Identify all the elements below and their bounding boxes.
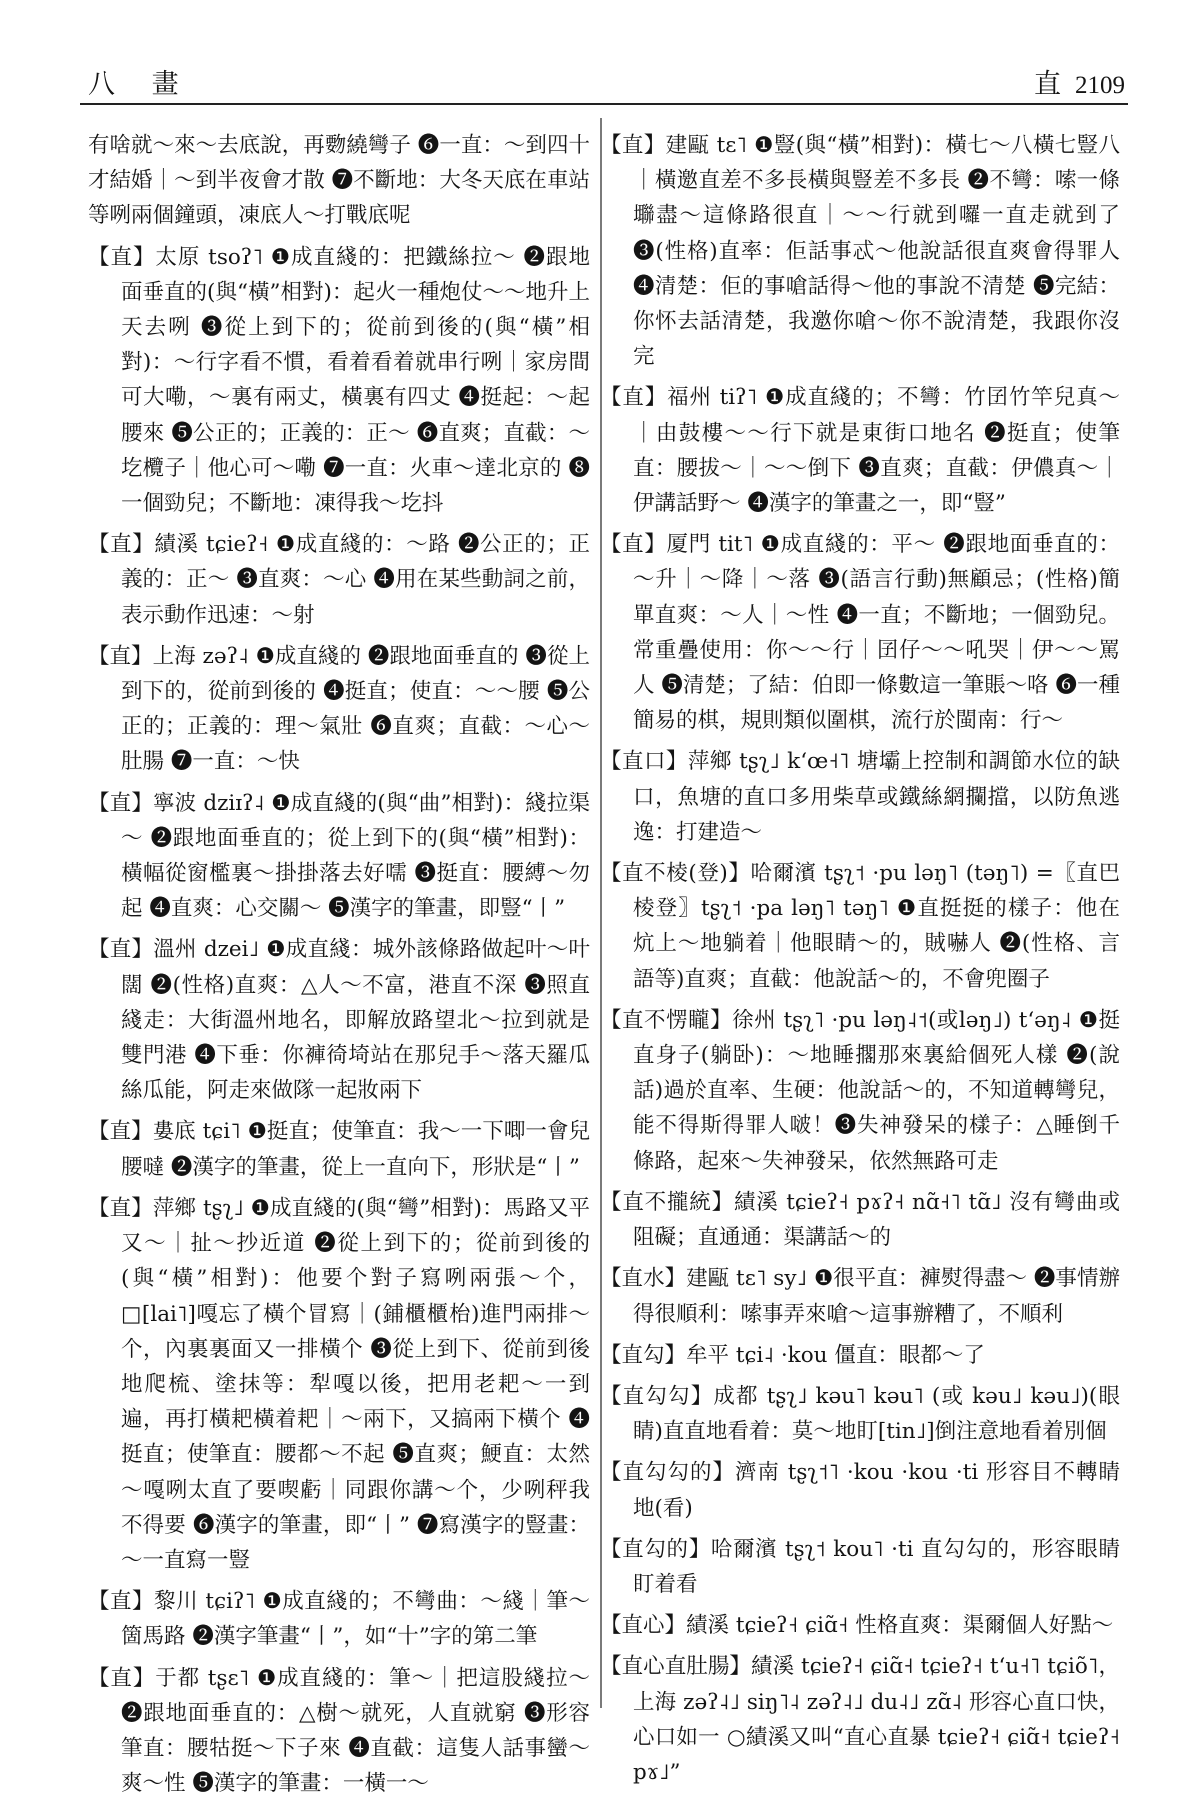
dictionary-entry: 【直】太原 tsoʔ˥ ❶成直綫的：把鐵絲拉～ ❷跟地面垂直的(與“橫”相對)：起火一種炮仗～～地升上天去咧 ❸從上到下的；從前到後的(與“橫”相對)：～行字看不慣，看着看着就串行咧｜家房間可大嘞，～裏有兩丈，橫裏有四丈 ❹挺起：～起腰來 ❺公正的；正義的：正～ ❻直爽；直截：～圪欖子｜他心可～嘞 ❼一直：火車～達北京的 ❽一個勁兒；不斷地：凍得我～圪抖 (88, 244, 590, 517)
dictionary-entry: 【直勾的】哈爾濱 tʂʅ˦ kou˥ ·ti 直勾勾的，形容眼睛盯着看 (600, 1536, 1120, 1597)
head-character: 直 (1034, 69, 1061, 100)
right-column (600, 128, 1120, 1796)
dictionary-entry: 【直口】萍鄉 tʂʅ˩ kʻœ˧˥ 塘壩上控制和調節水位的缺口，魚塘的直口多用柴草或鐵絲網攔擋，以防魚逃逸：打建造～ (600, 749, 1120, 845)
section-title: 八 畫 (88, 69, 193, 100)
dictionary-entry: 【直勾】牟平 tɕi˨ ·kou 僵直：眼都～了 (600, 1342, 985, 1368)
dictionary-entry: 【直】萍鄉 tʂʅ˩ ❶成直綫的(與“彎”相對)：馬路又平又～｜扯～抄近道 ❷從上到下的；從前到後的(與“橫”相對)：他要个對子寫咧兩張～个，□[lai˥]嘎忘了橫个冒寫｜(鋪櫃櫃枱)進門兩排～个，內裏裏面又一排橫个 ❸從上到下、從前到後地爬梳、塗抹等：犁嘎以後，把用老耙～一到遍，再打橫耙橫着耙｜～兩下，又搞兩下橫个 ❹挺直；使筆直：腰都～不起 ❺直爽；鯁直：太然～嘎咧太直了要喫虧｜同跟你講～个，少咧秤我不得要 ❻漢字的筆畫，即“丨” ❼寫漢字的豎畫：～一直寫一豎 (88, 1195, 590, 1573)
dictionary-entry: 【直勾勾】成都 tʂʅ˩ kəu˥ kəu˥ (或 kəu˩ kəu˩)(眼睛)直直地看着：莫～地盯[tin˩]倒注意地看着別個 (600, 1383, 1120, 1445)
dictionary-entry: 【直不愣矓】徐州 tʂʅ˥ ·pu ləŋ˨˦(或ləŋ˩) tʻəŋ˨ ❶挺直身子(躺卧)：～地睡擱那來裏給個死人樣 ❷(說話)過於直率、生硬：他說話～的，不知道轉彎兒，能不得斯得罪人啵！❸失神發呆的樣子：△睡倒千條路，起來～失神發呆，依然無路可走 (600, 1007, 1120, 1174)
dictionary-entry: 【直心】績溪 tɕieʔ˧ ɕiɑ̃˧ 性格直爽：渠爾個人好點～ (600, 1613, 1114, 1639)
dictionary-entry: 【直】厦門 tit˥ ❶成直綫的：平～ ❷跟地面垂直的：～升｜～降｜～落 ❸(語言行動)無顧忌；(性格)簡單直爽：～人｜～性 ❹一直；不斷地；一個勁兒。常重疊使用：你～～行｜囝仔～～吼哭｜伊～～罵人 ❺清楚；了結：伯即一條數這一筆賬～咯 ❻一種簡易的棋，規則類似圍棋，流行於閩南：行～ (600, 532, 1120, 734)
dictionary-entry: 【直】績溪 tɕieʔ˧ ❶成直綫的：～路 ❷公正的；正義的：正～ ❸直爽：～心 ❹用在某些動詞之前，表示動作迅速：～射 (88, 532, 590, 628)
dictionary-entry: 有啥就～來～去底說，再覅繞彎子 ❻一直：～到四十才結婚｜～到半夜會才散 ❼不斷地：大冬天底在車站等咧兩個鐘頭，凍底人～打戰底呢 (88, 133, 590, 229)
dictionary-entry: 【直】建甌 tɛ˥ ❶豎(與“橫”相對)：橫七～八橫七豎八｜橫邀直差不多長橫與豎差不多長 ❷不彎：嗦一條壣盡～這條路很直｜～～行就到囉一直走就到了 ❸(性格)直率：佢話事忒～他說話很直爽會得罪人 ❹清楚：佢的事嗆話得～他的事說不清楚 ❺完結：你怀去話清楚，我邀你嗆～你不說清楚，我跟你沒完 (600, 133, 1120, 370)
dictionary-entry: 【直】婁底 tɕi˥ ❶挺直；使筆直：我～一下唧一會兒腰噠 ❷漢字的筆畫，從上一直向下，形狀是“丨” (88, 1119, 590, 1180)
page-number: 2109 (1075, 72, 1125, 99)
dictionary-entry: 【直不攏統】績溪 tɕieʔ˧ pɤʔ˧ nɑ̃˧˥ tɑ̃˩ 沒有彎曲或阻礙；直通通：渠講話～的 (600, 1189, 1120, 1251)
dictionary-entry: 【直不棱(登)】哈爾濱 tʂʅ˦ ·pu ləŋ˥ (təŋ˥) =〖直巴棱登〗tʂʅ˦ ·pa ləŋ˥ təŋ˥ ❶直挺挺的樣子：他在炕上～地躺着｜他眼睛～的，賊嚇人 ❷(性格、言語等)直爽；直截：他說話～的，不會兜圈子 (600, 861, 1120, 992)
dictionary-entry: 【直水】建甌 tɛ˥ sy˩ ❶很平直：褲熨得盡～ ❷事情辦得很順利：嗦事弄來嗆～這事辦糟了，不順利 (600, 1266, 1120, 1327)
dictionary-entry: 【直】福州 tiʔ˥ ❶成直綫的；不彎：竹囝竹竿兒真～｜由鼓樓～～行下就是東街口地名 ❷挺直；使筆直：腰拔～｜～～倒下 ❸直爽；直截：伊儂真～｜伊講話野～ ❹漢字的筆畫之一，即“豎” (600, 385, 1120, 517)
dictionary-entry: 【直勾勾的】濟南 tʂʅ˦˥ ·kou ·kou ·ti 形容目不轉睛地(看) (600, 1460, 1120, 1521)
page-header (88, 62, 1125, 102)
dictionary-entry: 【直】于都 tʂɛ˥ ❶成直綫的：筆～｜把這股綫拉～ ❷跟地面垂直的：△樹～就死，人直就窮 ❸形容筆直：腰牯挺～下子來 ❹直截：這隻人話事蠻～爽～性 ❺漢字的筆畫：一橫一～ (88, 1665, 590, 1797)
running-head (1034, 62, 1125, 101)
dictionary-entry: 【直】黎川 tɕiʔ˥ ❶成直綫的；不彎曲：～綫｜筆～箇馬路 ❷漢字筆畫“丨”，如“十”字的第二筆 (88, 1589, 590, 1650)
dictionary-entry: 【直心直肚腸】績溪 tɕieʔ˧ ɕiɑ̃˧ tɕieʔ˧ tʻu˧˥ tɕiõ˥，上海 zəʔ˨˩ siŋ˥˨ zəʔ˨˩ du˨˩ zɑ̃˨ 形容心直口快，心口如一 ○績溪又叫“直心直暴 tɕieʔ˧ ɕiɑ̃˧ tɕieʔ˧ pɤ˩” (600, 1654, 1120, 1785)
left-column (88, 128, 590, 1807)
dictionary-entry: 【直】上海 zəʔ˨ ❶成直綫的 ❷跟地面垂直的 ❸從上到下的，從前到後的 ❹挺直；使直：～～腰 ❺公正的；正義的：理～氣壯 ❻直爽；直截：～心～肚腸 ❼一直：～快 (88, 643, 590, 775)
dictionary-entry: 【直】溫州 dzei˩ ❶成直綫：城外該條路做起叶～叶闊 ❷(性格)直爽：△人～不富，港直不深 ❸照直綫走：大街溫州地名，即解放路望北～拉到就是雙門港 ❹下垂：你褲徛埼站在那兒手～落天羅瓜絲瓜能，阿走來做隊一起妝兩下 (88, 937, 590, 1104)
header-rule (80, 103, 1128, 105)
dictionary-entry: 【直】寧波 dziɪʔ˨ ❶成直綫的(與“曲”相對)：綫拉渠～ ❷跟地面垂直的；從上到下的(與“橫”相對)：橫幅從窗檻裏～掛掛落去好嚅 ❸挺直：腰縛～勿起 ❹直爽：心交關～ ❺漢字的筆畫，即豎“丨” (88, 790, 590, 922)
